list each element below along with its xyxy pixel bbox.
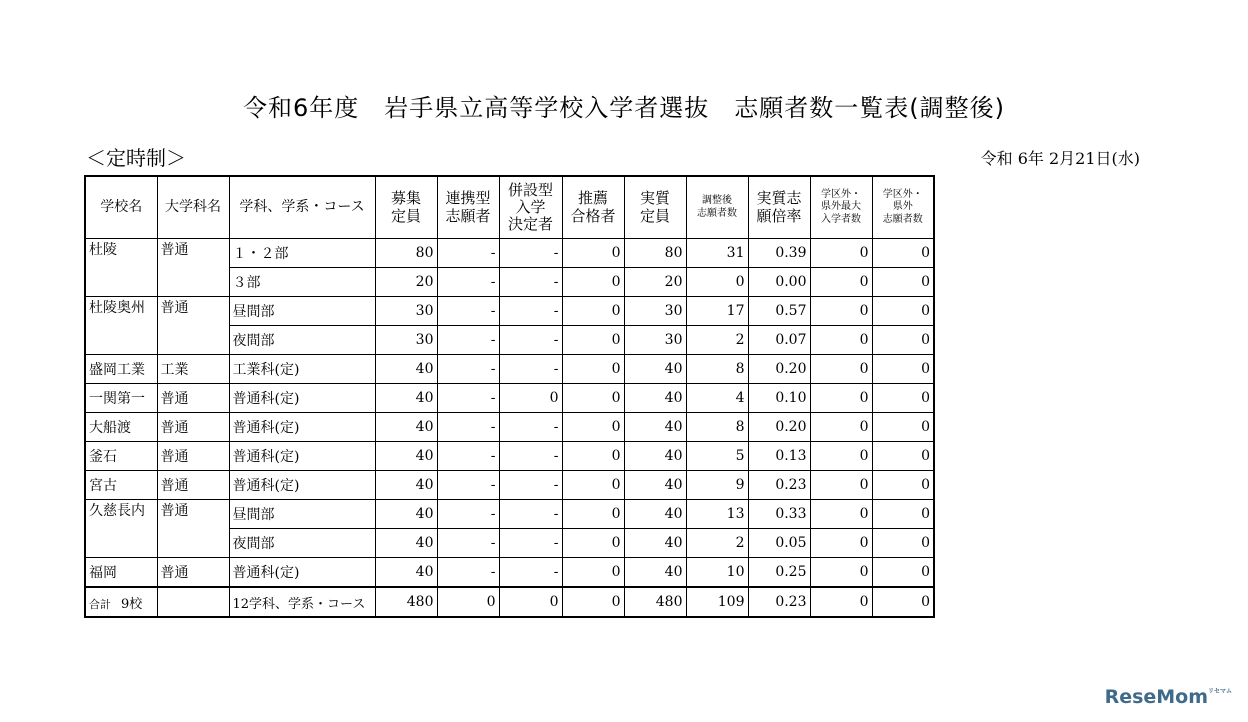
cell-applicants: 17 bbox=[686, 297, 748, 326]
header-actual-capacity: 実質 定員 bbox=[624, 176, 686, 239]
cell-course: 普通科(定) bbox=[229, 442, 375, 471]
total-capacity: 480 bbox=[375, 587, 437, 617]
cell-capacity: 40 bbox=[375, 529, 437, 558]
table-row bbox=[85, 413, 934, 442]
total-course: 12学科、学系・コース bbox=[229, 587, 375, 617]
cell-ratio: 0.07 bbox=[748, 326, 810, 355]
resemom-logo bbox=[1105, 686, 1232, 708]
cell-outside-applicants: 0 bbox=[872, 558, 934, 588]
cell-course: 昼間部 bbox=[229, 297, 375, 326]
header-outside-applicants: 学区外・ 県外 志願者数 bbox=[872, 176, 934, 239]
cell-actual-capacity: 20 bbox=[624, 268, 686, 297]
cell-recommended: 0 bbox=[562, 500, 624, 529]
cell-recommended: 0 bbox=[562, 471, 624, 500]
cell-outside-applicants: 0 bbox=[872, 471, 934, 500]
cell-combined: - bbox=[499, 529, 562, 558]
cell-capacity: 40 bbox=[375, 558, 437, 588]
cell-outside-max: 0 bbox=[810, 355, 872, 384]
cell-linked: - bbox=[437, 355, 499, 384]
cell-ratio: 0.39 bbox=[748, 239, 810, 268]
cell-linked: - bbox=[437, 442, 499, 471]
cell-school: 杜陵 bbox=[85, 239, 157, 297]
cell-applicants: 4 bbox=[686, 384, 748, 413]
cell-school: 盛岡工業 bbox=[85, 355, 157, 384]
cell-course: 普通科(定) bbox=[229, 413, 375, 442]
cell-capacity: 40 bbox=[375, 384, 437, 413]
cell-course: 夜間部 bbox=[229, 529, 375, 558]
total-outside-applicants: 0 bbox=[872, 587, 934, 617]
cell-capacity: 20 bbox=[375, 268, 437, 297]
cell-ratio: 0.13 bbox=[748, 442, 810, 471]
cell-actual-capacity: 30 bbox=[624, 326, 686, 355]
cell-combined: - bbox=[499, 558, 562, 588]
cell-category: 普通 bbox=[157, 558, 229, 588]
cell-linked: - bbox=[437, 471, 499, 500]
table-row bbox=[85, 500, 934, 529]
cell-recommended: 0 bbox=[562, 413, 624, 442]
cell-outside-applicants: 0 bbox=[872, 355, 934, 384]
cell-outside-applicants: 0 bbox=[872, 442, 934, 471]
cell-combined: - bbox=[499, 239, 562, 268]
cell-combined: - bbox=[499, 500, 562, 529]
cell-capacity: 40 bbox=[375, 471, 437, 500]
cell-category: 普通 bbox=[157, 413, 229, 442]
cell-course: 普通科(定) bbox=[229, 384, 375, 413]
total-label: 合計 bbox=[89, 597, 111, 611]
cell-applicants: 2 bbox=[686, 529, 748, 558]
cell-recommended: 0 bbox=[562, 239, 624, 268]
cell-category: 普通 bbox=[157, 297, 229, 355]
cell-linked: - bbox=[437, 384, 499, 413]
cell-capacity: 40 bbox=[375, 355, 437, 384]
cell-applicants: 9 bbox=[686, 471, 748, 500]
cell-outside-applicants: 0 bbox=[872, 297, 934, 326]
cell-capacity: 30 bbox=[375, 297, 437, 326]
cell-course: 夜間部 bbox=[229, 326, 375, 355]
cell-actual-capacity: 40 bbox=[624, 384, 686, 413]
cell-combined: - bbox=[499, 297, 562, 326]
cell-linked: - bbox=[437, 239, 499, 268]
cell-linked: - bbox=[437, 413, 499, 442]
cell-school: 久慈長内 bbox=[85, 500, 157, 558]
watermark-text: ReseMom bbox=[1104, 686, 1209, 708]
cell-applicants: 2 bbox=[686, 326, 748, 355]
total-linked: 0 bbox=[437, 587, 499, 617]
cell-category: 普通 bbox=[157, 442, 229, 471]
total-actual-capacity: 480 bbox=[624, 587, 686, 617]
cell-applicants: 13 bbox=[686, 500, 748, 529]
cell-outside-max: 0 bbox=[810, 326, 872, 355]
cell-ratio: 0.05 bbox=[748, 529, 810, 558]
total-ratio: 0.23 bbox=[748, 587, 810, 617]
cell-outside-applicants: 0 bbox=[872, 413, 934, 442]
header-applicants: 調整後 志願者数 bbox=[686, 176, 748, 239]
table-row bbox=[85, 558, 934, 588]
cell-linked: - bbox=[437, 558, 499, 588]
cell-linked: - bbox=[437, 500, 499, 529]
cell-linked: - bbox=[437, 529, 499, 558]
cell-ratio: 0.20 bbox=[748, 355, 810, 384]
watermark-small: リセマム bbox=[1208, 688, 1232, 695]
table-row bbox=[85, 471, 934, 500]
cell-actual-capacity: 40 bbox=[624, 413, 686, 442]
cell-actual-capacity: 40 bbox=[624, 442, 686, 471]
cell-actual-capacity: 80 bbox=[624, 239, 686, 268]
publish-date: 令和 6年 2月21日(水) bbox=[980, 149, 1140, 168]
cell-capacity: 30 bbox=[375, 326, 437, 355]
cell-course: 普通科(定) bbox=[229, 558, 375, 588]
total-recommended: 0 bbox=[562, 587, 624, 617]
header-course: 学科、学系・コース bbox=[229, 176, 375, 239]
cell-category: 普通 bbox=[157, 239, 229, 297]
cell-combined: - bbox=[499, 326, 562, 355]
cell-outside-applicants: 0 bbox=[872, 268, 934, 297]
table-row bbox=[85, 442, 934, 471]
cell-outside-applicants: 0 bbox=[872, 529, 934, 558]
cell-linked: - bbox=[437, 297, 499, 326]
cell-outside-applicants: 0 bbox=[872, 384, 934, 413]
section-subtitle: ＜定時制＞ bbox=[86, 146, 186, 170]
cell-capacity: 40 bbox=[375, 500, 437, 529]
cell-ratio: 0.25 bbox=[748, 558, 810, 588]
cell-outside-max: 0 bbox=[810, 413, 872, 442]
cell-outside-max: 0 bbox=[810, 384, 872, 413]
header-recommended: 推薦 合格者 bbox=[562, 176, 624, 239]
table-header-row bbox=[85, 176, 934, 239]
cell-ratio: 0.20 bbox=[748, 413, 810, 442]
total-applicants: 109 bbox=[686, 587, 748, 617]
cell-school: 福岡 bbox=[85, 558, 157, 588]
cell-outside-max: 0 bbox=[810, 268, 872, 297]
cell-capacity: 40 bbox=[375, 442, 437, 471]
cell-outside-applicants: 0 bbox=[872, 326, 934, 355]
cell-outside-max: 0 bbox=[810, 500, 872, 529]
cell-combined: - bbox=[499, 413, 562, 442]
table-row bbox=[85, 297, 934, 326]
cell-outside-max: 0 bbox=[810, 471, 872, 500]
cell-capacity: 40 bbox=[375, 413, 437, 442]
cell-category: 普通 bbox=[157, 384, 229, 413]
cell-category: 普通 bbox=[157, 471, 229, 500]
cell-ratio: 0.00 bbox=[748, 268, 810, 297]
cell-ratio: 0.23 bbox=[748, 471, 810, 500]
cell-outside-applicants: 0 bbox=[872, 500, 934, 529]
cell-outside-max: 0 bbox=[810, 529, 872, 558]
applicants-table bbox=[84, 175, 935, 618]
cell-ratio: 0.57 bbox=[748, 297, 810, 326]
cell-outside-max: 0 bbox=[810, 297, 872, 326]
cell-recommended: 0 bbox=[562, 268, 624, 297]
cell-course: １・２部 bbox=[229, 239, 375, 268]
cell-actual-capacity: 30 bbox=[624, 297, 686, 326]
cell-course: ３部 bbox=[229, 268, 375, 297]
header-linked: 連携型 志願者 bbox=[437, 176, 499, 239]
cell-combined: - bbox=[499, 355, 562, 384]
total-category bbox=[157, 587, 229, 617]
cell-actual-capacity: 40 bbox=[624, 500, 686, 529]
cell-linked: - bbox=[437, 326, 499, 355]
cell-course: 昼間部 bbox=[229, 500, 375, 529]
total-row bbox=[85, 587, 934, 617]
cell-category: 普通 bbox=[157, 500, 229, 558]
cell-applicants: 0 bbox=[686, 268, 748, 297]
header-category: 大学科名 bbox=[157, 176, 229, 239]
header-capacity: 募集 定員 bbox=[375, 176, 437, 239]
cell-applicants: 8 bbox=[686, 413, 748, 442]
cell-outside-max: 0 bbox=[810, 239, 872, 268]
page-title: 令和6年度 岩手県立高等学校入学者選抜 志願者数一覧表(調整後) bbox=[243, 94, 1005, 122]
cell-recommended: 0 bbox=[562, 326, 624, 355]
total-combined: 0 bbox=[499, 587, 562, 617]
cell-combined: - bbox=[499, 268, 562, 297]
total-label-cell bbox=[85, 587, 157, 617]
cell-applicants: 5 bbox=[686, 442, 748, 471]
cell-actual-capacity: 40 bbox=[624, 558, 686, 588]
cell-recommended: 0 bbox=[562, 442, 624, 471]
cell-recommended: 0 bbox=[562, 355, 624, 384]
header-ratio: 実質志 願倍率 bbox=[748, 176, 810, 239]
cell-category: 工業 bbox=[157, 355, 229, 384]
cell-combined: 0 bbox=[499, 384, 562, 413]
cell-capacity: 80 bbox=[375, 239, 437, 268]
cell-course: 工業科(定) bbox=[229, 355, 375, 384]
cell-school: 宮古 bbox=[85, 471, 157, 500]
table-row bbox=[85, 384, 934, 413]
cell-recommended: 0 bbox=[562, 297, 624, 326]
cell-school: 一関第一 bbox=[85, 384, 157, 413]
cell-school: 大船渡 bbox=[85, 413, 157, 442]
cell-school: 釜石 bbox=[85, 442, 157, 471]
total-outside-max: 0 bbox=[810, 587, 872, 617]
cell-outside-max: 0 bbox=[810, 558, 872, 588]
cell-ratio: 0.10 bbox=[748, 384, 810, 413]
cell-combined: - bbox=[499, 471, 562, 500]
cell-outside-max: 0 bbox=[810, 442, 872, 471]
cell-outside-applicants: 0 bbox=[872, 239, 934, 268]
table-row bbox=[85, 239, 934, 268]
cell-actual-capacity: 40 bbox=[624, 529, 686, 558]
header-school: 学校名 bbox=[85, 176, 157, 239]
cell-actual-capacity: 40 bbox=[624, 471, 686, 500]
table-row bbox=[85, 355, 934, 384]
cell-course: 普通科(定) bbox=[229, 471, 375, 500]
cell-recommended: 0 bbox=[562, 384, 624, 413]
cell-ratio: 0.33 bbox=[748, 500, 810, 529]
header-combined: 併設型 入学 決定者 bbox=[499, 176, 562, 239]
cell-recommended: 0 bbox=[562, 529, 624, 558]
cell-linked: - bbox=[437, 268, 499, 297]
cell-applicants: 10 bbox=[686, 558, 748, 588]
cell-applicants: 8 bbox=[686, 355, 748, 384]
cell-school: 杜陵奥州 bbox=[85, 297, 157, 355]
cell-combined: - bbox=[499, 442, 562, 471]
cell-recommended: 0 bbox=[562, 558, 624, 588]
header-outside-max: 学区外・ 県外最大 入学者数 bbox=[810, 176, 872, 239]
cell-applicants: 31 bbox=[686, 239, 748, 268]
total-school-count: 9校 bbox=[121, 596, 143, 612]
cell-actual-capacity: 40 bbox=[624, 355, 686, 384]
